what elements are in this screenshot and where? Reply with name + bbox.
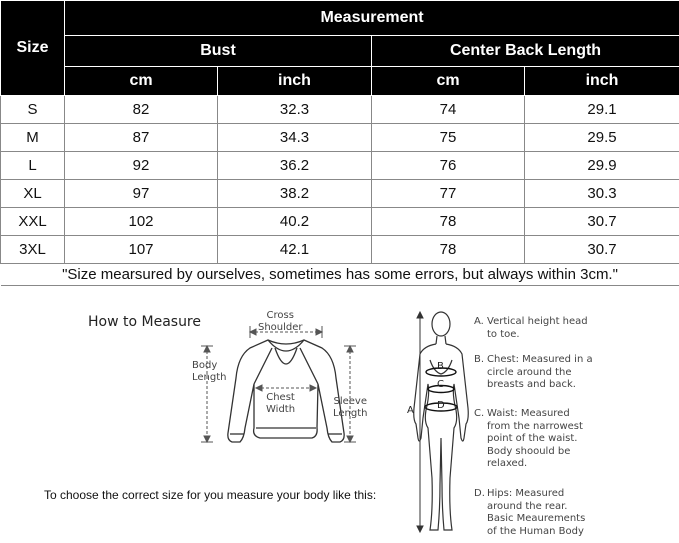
- bust-inch-cell: 38.2: [218, 180, 372, 208]
- cbl-inch-cell: 29.5: [525, 124, 679, 152]
- chest-width-label: [266, 392, 295, 416]
- bust-inch-cell: 34.3: [218, 124, 372, 152]
- unit-header: inch: [218, 67, 372, 96]
- cross-shoulder-line1: Cross: [266, 310, 294, 321]
- bust-inch-cell: 40.2: [218, 208, 372, 236]
- chest-width-line1: Chest: [266, 392, 295, 403]
- sleeve-length-line1: Sleeve: [333, 396, 367, 407]
- body-length-line2: Length: [192, 372, 227, 383]
- table-row: [1, 152, 679, 180]
- legend-text: Hips: Measured around the rear. Basic Meaurements of the Human Body: [487, 488, 586, 537]
- cbl-inch-cell: 30.3: [525, 180, 679, 208]
- measuring-guide: [0, 288, 679, 543]
- bust-cm-cell: 107: [65, 236, 218, 264]
- cbl-inch-cell: 29.9: [525, 152, 679, 180]
- cbl-cm-cell: 75: [372, 124, 525, 152]
- legend-letter: C.: [474, 408, 485, 419]
- legend-text: Vertical height head to toe.: [487, 316, 588, 340]
- measurement-header: Measurement: [65, 1, 679, 36]
- bust-inch-cell: 32.3: [218, 96, 372, 124]
- size-cell: S: [1, 96, 65, 124]
- sleeve-length-line2: Length: [333, 408, 368, 419]
- legend-item-d: [474, 488, 634, 542]
- cross-shoulder-line2: Shoulder: [258, 322, 303, 333]
- cbl-cm-cell: 76: [372, 152, 525, 180]
- table-row: [1, 124, 679, 152]
- unit-header: inch: [525, 67, 679, 96]
- sleeve-length-arrow: [344, 346, 356, 442]
- sweater-drawing: [228, 340, 344, 442]
- sleeve-length-label: [333, 396, 368, 420]
- marker-a: A: [407, 405, 414, 416]
- legend-item-b: [474, 354, 634, 396]
- size-cell: 3XL: [1, 236, 65, 264]
- cbl-cm-cell: 78: [372, 236, 525, 264]
- size-cell: XXL: [1, 208, 65, 236]
- cross-shoulder-label: [258, 310, 303, 334]
- size-note: "Size mearsured by ourselves, sometimes has some errors, but always within 3cm.": [1, 264, 679, 286]
- size-cell: M: [1, 124, 65, 152]
- how-to-measure-title: How to Measure: [88, 314, 201, 330]
- chest-width-line2: Width: [266, 404, 296, 415]
- bust-cm-cell: 92: [65, 152, 218, 180]
- cbl-inch-cell: 30.7: [525, 208, 679, 236]
- center-back-length-header: Center Back Length: [372, 36, 679, 67]
- table-row: [1, 208, 679, 236]
- size-cell: L: [1, 152, 65, 180]
- table-row: [1, 236, 679, 264]
- legend-text: Chest: Measured in a circle around the breasts and back.: [487, 354, 593, 390]
- size-cell: XL: [1, 180, 65, 208]
- bust-header: Bust: [65, 36, 372, 67]
- bust-inch-cell: 42.1: [218, 236, 372, 264]
- bust-cm-cell: 82: [65, 96, 218, 124]
- legend-text: Waist: Measured from the narrowest point of the waist. Body shoould be relaxed.: [487, 408, 583, 469]
- marker-d: D: [437, 400, 445, 411]
- cbl-cm-cell: 77: [372, 180, 525, 208]
- cbl-cm-cell: 78: [372, 208, 525, 236]
- marker-b: B: [437, 361, 444, 372]
- body-figure: [414, 312, 469, 530]
- legend-letter: B.: [474, 354, 485, 365]
- table-row: [1, 180, 679, 208]
- legend-letter: A.: [474, 316, 484, 327]
- chest-width-arrow: [256, 385, 316, 391]
- bust-cm-cell: 97: [65, 180, 218, 208]
- size-header: Size: [1, 1, 65, 96]
- bust-inch-cell: 36.2: [218, 152, 372, 180]
- table-row: [1, 96, 679, 124]
- unit-header: cm: [65, 67, 218, 96]
- legend-letter: D.: [474, 488, 485, 499]
- bust-cm-cell: 87: [65, 124, 218, 152]
- marker-c: C: [437, 379, 444, 390]
- legend-item-a: [474, 316, 634, 346]
- cbl-inch-cell: 29.1: [525, 96, 679, 124]
- bust-cm-cell: 102: [65, 208, 218, 236]
- body-length-line1: Body: [192, 360, 218, 371]
- body-length-label: [192, 360, 227, 384]
- cbl-inch-cell: 30.7: [525, 236, 679, 264]
- choose-size-instruction: To choose the correct size for you measure your body like this:: [44, 488, 377, 502]
- unit-header: cm: [372, 67, 525, 96]
- cbl-cm-cell: 74: [372, 96, 525, 124]
- legend-item-c: [474, 408, 634, 474]
